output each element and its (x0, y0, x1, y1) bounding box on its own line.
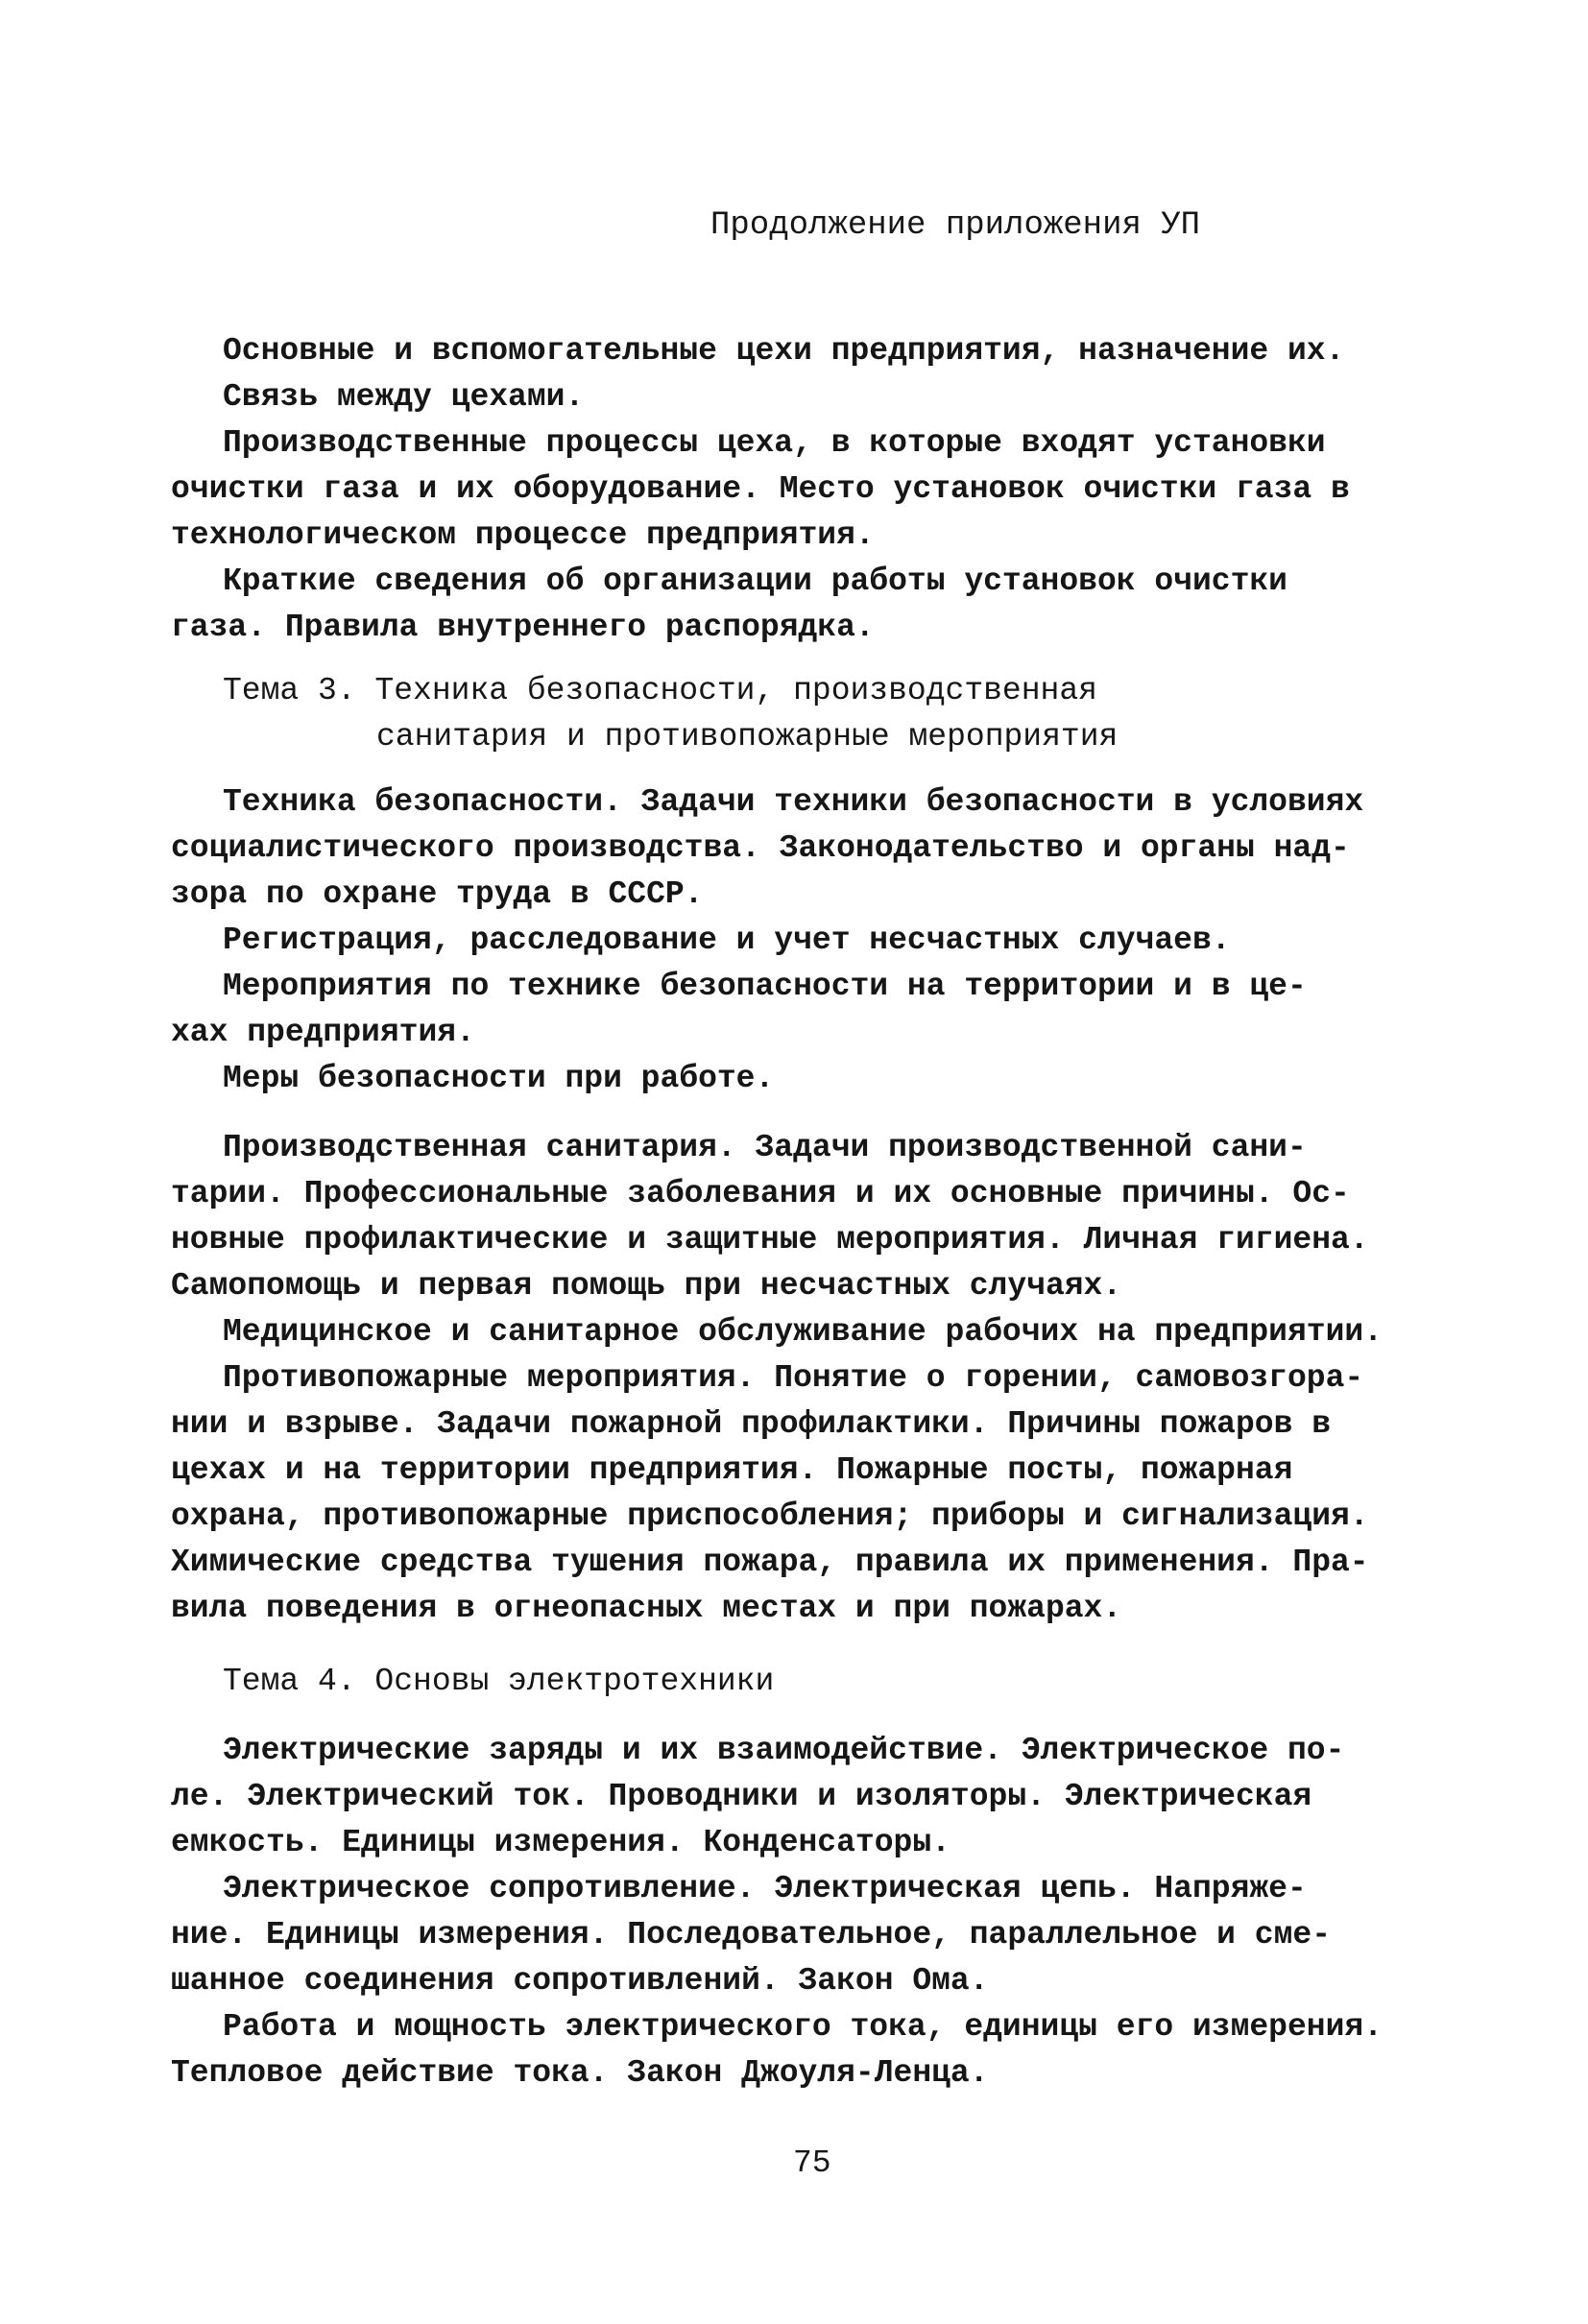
text-line: вила поведения в огнеопасных местах и при пожарах. (171, 1591, 1122, 1626)
text-line: зора по охране труда в СССР. (171, 876, 704, 912)
page-header: Продолжение приложения УП (710, 207, 1201, 244)
text-line: ле. Электрический ток. Проводники и изоляторы. Электрическая (171, 1779, 1312, 1814)
text-line: новные профилактические и защитные мероприятия. Личная гигиена. (171, 1222, 1369, 1258)
text-line: Меры безопасности при работе. (223, 1061, 775, 1096)
text-line: Производственная санитария. Задачи производственной сани- (223, 1130, 1307, 1165)
text-line: Краткие сведения об организации работы установок очистки (223, 563, 1287, 599)
text-line: Регистрация, расследование и учет несчастных случаев. (223, 922, 1231, 958)
text-line: емкость. Единицы измерения. Конденсаторы. (171, 1825, 950, 1860)
text-line: Связь между цехами. (223, 379, 585, 415)
topic-3-heading (223, 668, 1118, 760)
text-line: технологическом процессе предприятия. (171, 517, 875, 553)
text-line: Самопомощь и первая помощь при несчастных случаях. (171, 1268, 1122, 1304)
text-line: шанное соединения сопротивлений. Закон Ома. (171, 1963, 989, 1999)
text-line: Тепловое действие тока. Закон Джоуля-Ленца. (171, 2055, 989, 2091)
text-line: Химические средства тушения пожара, правила их применения. Пра- (171, 1545, 1369, 1580)
page-number: 75 (793, 2145, 831, 2181)
text-line: хах предприятия. (171, 1015, 475, 1050)
text-line: Работа и мощность электрического тока, единицы его измерения. (223, 2009, 1383, 2045)
text-line: Противопожарные мероприятия. Понятие о горении, самовозгора- (223, 1360, 1364, 1396)
paragraph-block-sanitation (171, 1125, 1419, 1632)
text-line: нии и взрыве. Задачи пожарной профилактики. Причины пожаров в (171, 1406, 1331, 1442)
topic-4-heading (223, 1659, 774, 1705)
topic-3-line-1: Тема 3. Техника безопасности, производственная (223, 673, 1097, 708)
text-line: Производственные процессы цеха, в которые входят установки (223, 425, 1326, 461)
text-line: очистки газа и их оборудование. Место установок очистки газа в (171, 471, 1350, 507)
text-line: тарии. Профессиональные заболевания и их основные причины. Ос- (171, 1176, 1350, 1211)
text-line: социалистического производства. Законодательство и органы над- (171, 830, 1350, 866)
text-line: цехах и на территории предприятия. Пожарные посты, пожарная (171, 1452, 1293, 1488)
paragraph-block-electrotechnics (171, 1728, 1419, 2096)
topic-4-line-1: Тема 4. Основы электротехники (223, 1664, 775, 1699)
text-line: Медицинское и санитарное обслуживание рабочих на предприятии. (223, 1314, 1383, 1350)
text-line: Электрические заряды и их взаимодействие. Электрическое по- (223, 1733, 1345, 1768)
text-line: Основные и вспомогательные цехи предприятия, назначение их. (223, 333, 1345, 369)
paragraph-block-safety (171, 779, 1419, 1102)
text-line: ние. Единицы измерения. Последовательное, параллельное и сме- (171, 1917, 1331, 1953)
text-line: газа. Правила внутреннего распорядка. (171, 610, 875, 645)
text-line: охрана, противопожарные приспособления; приборы и сигнализация. (171, 1498, 1369, 1534)
text-line: Электрическое сопротивление. Электрическая цепь. Напряже- (223, 1871, 1307, 1906)
paragraph-block-workshops (171, 328, 1419, 651)
text-line: Техника безопасности. Задачи техники безопасности в условиях (223, 784, 1364, 820)
text-line: Мероприятия по технике безопасности на территории и в це- (223, 969, 1307, 1004)
topic-3-line-2: санитария и противопожарные мероприятия (376, 719, 1119, 755)
